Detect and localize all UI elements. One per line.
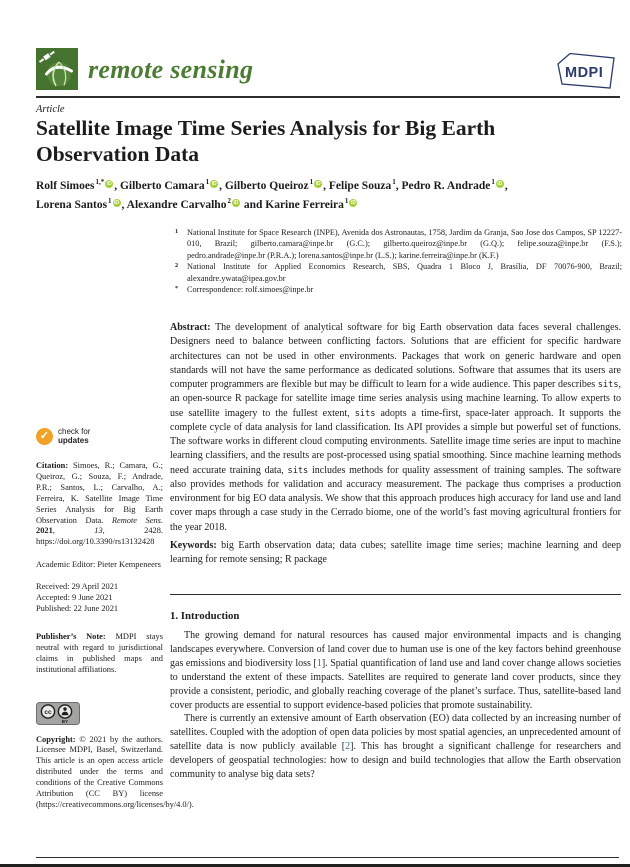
orcid-icon[interactable]: iD [114,199,120,206]
header-divider [36,96,620,98]
orcid-icon[interactable]: iD [211,180,217,187]
received-date: Received: 29 April 2021 [36,582,119,592]
history-dates [36,582,163,615]
intro-paragraph-2: There is currently an extensive amount of Earth observation (EO) data collected by an increasing number of satellites. Coupled with the adoption of open data policies by most spatial agencies, an unprecedented amount of satellite data is now publicly available [2]. This has brought a significant challenge for researchers and developers of geospatial technologies: how to design and build technologies that allow the Earth observation community to analyse big data sets? [170,713,621,781]
affiliation-text: Correspondence: rolf.simoes@inpe.br [187,285,314,295]
by-label: BY [61,718,69,724]
author-name: Gilberto Camara [119,179,205,192]
academic-editor: Academic Editor: Pieter Kempeneers [36,560,161,570]
keywords-paragraph: Keywords: big Earth observation data; data cubes; satellite image time series; machine learning and deep learning for remote sensing; R package [170,540,621,566]
author-name: Alexandre Carvalho [126,198,227,211]
intro-paragraph-1: The growing demand for natural resources has caused major environmental impacts and is changing landscapes everywhere. Conversion of land cover due to human use is one of the key factors behind greenhouse gas emissions and biodiversity loss [1]. Spatial quantification of land use and land cover change allows societies to understand the extent of these impacts. Satellites are required to generate land cover products, since they provide a consistent, periodic, and globally reaching coverage of the planet’s surface. Thus, satellite-based land cover products are essential to support evidence-based policies that promote sustainability. [170,630,621,711]
affiliation-marker: 1 [175,228,179,235]
introduction-section [170,610,621,782]
author-list: Rolf Simoes$^{1,*}$ iD , Gilberto Camara$^1$ iD , Gilberto Queiroz$^1$ iD , Felipe Souza$^1$, Pedro R. Andrade$^1$ iD , Lorena Santos$^1$ iD , Alexandre Carvalho$^2$ iD and Karine Ferreira$^1$ iD [36,178,508,211]
author-name: Felipe Souza [328,179,392,192]
check-for-updates-label [58,428,90,445]
affiliation-superscript: 1 [108,196,112,205]
remote-sensing-logo-icon [36,48,78,90]
publishers-note: Publisher’s Note: MDPI stays neutral with regard to jurisdictional claims in published maps and institutional affiliations. [36,631,163,674]
affiliation-superscript: 1 [491,178,495,186]
orcid-icon[interactable]: iD [497,180,503,187]
author-name: Rolf Simoes [36,179,95,192]
affiliation-superscript: 1 [205,178,210,186]
footer-divider [36,857,619,858]
author-name: Karine Ferreira [265,198,344,211]
doi-link[interactable]: https://doi.org/10.3390/rs13132428 [36,537,155,547]
person-icon [63,707,66,710]
affiliation-superscript: 1,* [95,178,105,186]
badge-line-2: updates [58,435,89,445]
orcid-icon[interactable]: iD [350,199,356,206]
affiliations-block [170,227,622,295]
badge-line-1: check for [58,427,91,436]
affiliation-text: National Institute for Applied Economics Research, SBS, Quadra 1 Bloco J, Brasília, DF 70076-900, Brazil; alexandre.ywata@ipea.gov.br [187,262,622,283]
margin-column [36,427,194,811]
check-for-updates-badge[interactable] [36,428,163,445]
journal-name: remote sensing [88,55,254,84]
article-type-label: Article [36,104,65,115]
affiliation-superscript: 1 [344,196,349,205]
cc-by-license-badge[interactable] [36,702,80,725]
citation-block: Citation: Simoes, R.; Camara, G.; Queiroz, G.; Souza, F.; Andrade, P.R.; Santos, L.; Carvalho, A.; Ferreira, K. Satellite Image Time Series Analysis for Big Earth Observation Data. Remote Sens. 2021, 13, 2428. https://doi.org/10.3390/rs13132428 [36,461,163,547]
affiliation-marker: 2 [175,262,179,270]
mdpi-logo-text: MDPI [565,65,604,81]
ref-2-link[interactable]: 2 [345,741,351,753]
affiliation-superscript: 2 [227,196,231,205]
cc-license-link[interactable]: https://creativecommons.org/licenses/by/4.0/ [38,799,189,809]
orcid-icon[interactable]: iD [233,199,239,206]
abstract-paragraph: Abstract: The development of analytical software for big Earth observation data faces several challenges. Designers need to balance between conflicting factors. Solutions that are efficient for specific hardware architectures can not be used in other environments. Packages that work on generic hardware and open standards will not have the same performance as dedicated solutions. Software that assumes that its users are computer programmers are flexible but may be difficult to learn for a wide audience. This paper describes sits, an open-source R package for satellite image time series analysis using machine learning. To allow experts to use satellite imagery to the fullest extent, sits adopts a time-first, space-later approach. It supports the complete cycle of data analysis for land classification. Its API provides a simple but powerful set of functions. The software works in different cloud computing environments. Satellite image time series are input to machine learning classifiers, and the results are post-processed using spatial smoothing. Since machine learning methods need accurate training data, sits includes methods for quality assessment of training samples. The software also provides methods for validation and accuracy measurement. The package thus comprises a production environment for big EO data analysis. We show that this approach produces high accuracy for land use and land cover maps through a case study in the Cerrado biome, one of the world’s fast moving agricultural frontiers for the year 2018. [170,322,621,533]
copyright-block: Copyright: © 2021 by the authors. Licensee MDPI, Basel, Switzerland. This article is an open access article distributed under the terms and conditions of the Creative Commons Attribution (CC BY) license (https://creativecommons.org/licenses/by/4.0/). [36,734,194,809]
affiliation-superscript: 1 [392,178,396,186]
article-title: Satellite Image Time Series Analysis for Big Earth Observation Data [36,116,496,166]
affiliation-row [170,261,622,284]
check-icon: ✓ [36,428,53,445]
cc-icon: cc [44,708,52,716]
orcid-icon[interactable]: iD [106,180,112,187]
ref-1-link[interactable]: 1 [316,657,322,669]
author-name: Gilberto Queiroz [224,179,309,192]
author-name: Lorena Santos [36,198,108,211]
orcid-icon[interactable]: iD [315,180,321,187]
section-divider [170,594,621,595]
accepted-date: Accepted: 9 June 2021 [36,593,113,603]
mdpi-logo [552,50,618,92]
affiliation-text: National Institute for Space Research (INPE), Avenida dos Astronautas, 1758, Jardim da Granja, Sao Jose dos Campos, SP 12227-010, Brazil; gilberto.camara@inpe.br (G.C.); gilberto.queiroz@inpe.br (G.Q.); felipe.souza@inpe.br (F.S.); pedro.andrade@inpe.br (P.R.A.); lorena.santos@inpe.br (L.S.); karine.ferreira@inpe.br (K.F.) [187,228,622,260]
affiliation-row [170,227,622,261]
published-date: Published: 22 June 2021 [36,603,119,613]
introduction-heading: 1. Introduction [170,610,240,622]
affiliation-marker: * [175,285,179,293]
affiliation-row [170,284,622,295]
author-name: Pedro R. Andrade [401,179,491,192]
affiliation-superscript: 1 [309,178,314,186]
